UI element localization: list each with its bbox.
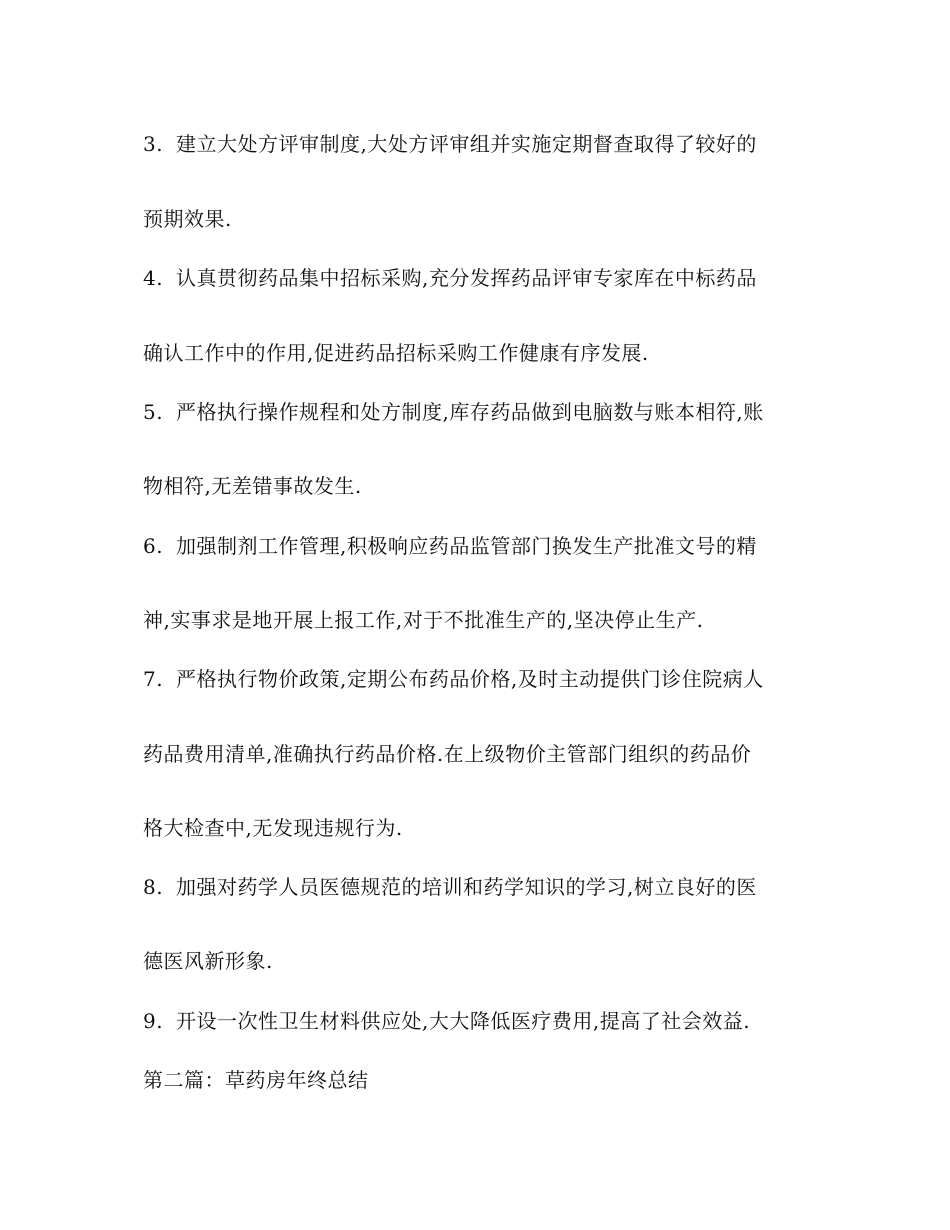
paragraph-6-number: 6. bbox=[143, 534, 164, 558]
paragraph-4-line-2 bbox=[143, 339, 823, 367]
paragraph-6-text-2: 神,实事求是地开展上报工作,对于不批准生产的,坚决停止生产. bbox=[143, 608, 704, 632]
paragraph-4-number: 4. bbox=[143, 266, 164, 290]
paragraph-8-line-2 bbox=[143, 947, 823, 975]
paragraph-8-text-2: 德医风新形象. bbox=[143, 949, 273, 973]
paragraph-5-number: 5. bbox=[143, 400, 164, 424]
paragraph-5-text-1: 严格执行操作规程和处方制度,库存药品做到电脑数与账本相符,账 bbox=[176, 400, 764, 424]
paragraph-7-text-3: 格大检查中,无发现违规行为. bbox=[143, 816, 403, 840]
paragraph-6-line-1 bbox=[143, 532, 823, 560]
paragraph-7-line-2 bbox=[143, 740, 823, 768]
paragraph-8-line-1 bbox=[143, 873, 823, 901]
paragraph-6-line-2 bbox=[143, 606, 823, 634]
paragraph-3-line-2 bbox=[143, 205, 823, 233]
paragraph-9-text-1: 开设一次性卫生材料供应处,大大降低医疗费用,提高了社会效益. bbox=[176, 1009, 751, 1033]
paragraph-3-line-1 bbox=[143, 130, 823, 158]
paragraph-3-number: 3. bbox=[143, 132, 164, 156]
paragraph-5-text-2: 物相符,无差错事故发生. bbox=[143, 474, 362, 498]
paragraph-8-number: 8. bbox=[143, 875, 164, 899]
paragraph-7-number: 7. bbox=[143, 667, 164, 691]
section-heading: 第二篇：草药房年终总结 bbox=[143, 1068, 369, 1092]
paragraph-4-line-1 bbox=[143, 264, 823, 292]
paragraph-4-text-1: 认真贯彻药品集中招标采购,充分发挥药品评审专家库在中标药品 bbox=[176, 266, 757, 290]
paragraph-8-text-1: 加强对药学人员医德规范的培训和药学知识的学习,树立良好的医 bbox=[176, 875, 757, 899]
paragraph-5-line-2 bbox=[143, 472, 823, 500]
paragraph-7-line-3 bbox=[143, 814, 823, 842]
paragraph-9-line-1 bbox=[143, 1007, 823, 1035]
paragraph-6-text-1: 加强制剂工作管理,积极响应药品监管部门换发生产批准文号的精 bbox=[176, 534, 757, 558]
paragraph-9-number: 9. bbox=[143, 1009, 164, 1033]
paragraph-7-line-1 bbox=[143, 665, 823, 693]
paragraph-7-text-1: 严格执行物价政策,定期公布药品价格,及时主动提供门诊住院病人 bbox=[176, 667, 764, 691]
paragraph-5-line-1 bbox=[143, 398, 823, 426]
paragraph-7-text-2: 药品费用清单,准确执行药品价格.在上级物价主管部门组织的药品价 bbox=[143, 742, 752, 766]
paragraph-3-text-2: 预期效果. bbox=[143, 207, 232, 231]
paragraph-4-text-2: 确认工作中的作用,促进药品招标采购工作健康有序发展. bbox=[143, 341, 649, 365]
paragraph-3-text-1: 建立大处方评审制度,大处方评审组并实施定期督查取得了较好的 bbox=[176, 132, 757, 156]
